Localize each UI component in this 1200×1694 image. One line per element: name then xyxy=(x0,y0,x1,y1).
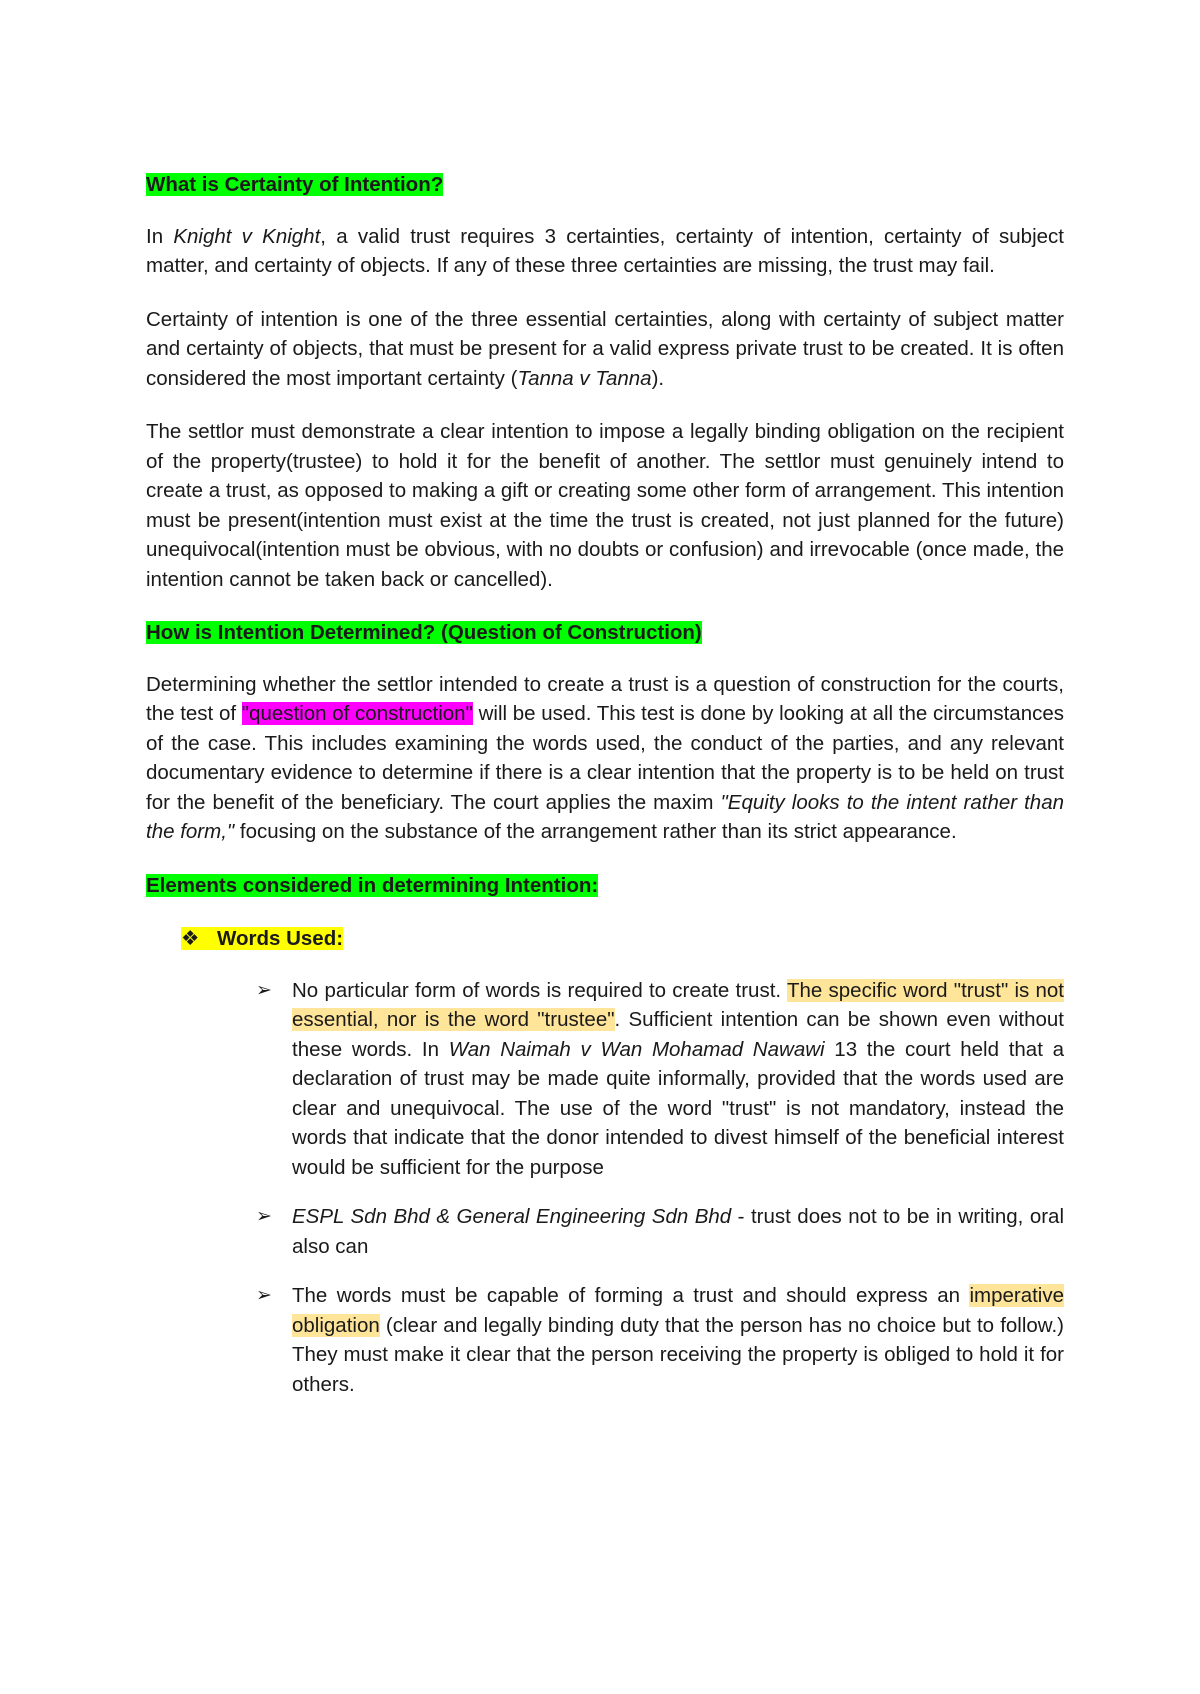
text-run: In xyxy=(146,224,174,248)
highlighted-phrase: imperative obligation xyxy=(292,1284,1064,1337)
list-item xyxy=(256,1202,1064,1261)
subheading-words-used xyxy=(146,924,1064,954)
heading-text: Elements considered in determining Intention: xyxy=(146,873,599,897)
arrow-bullet-icon: ➢ xyxy=(256,1284,272,1306)
text-run: will be used. This test is done by looking at all the circumstances of the case. This includes examining the words used, the conduct of the parties, and any relevant documentary evidence to determine if there is a clear intention that the property is to be held on trust for the benefit of the beneficiary. The court applies the maxim xyxy=(146,702,1065,814)
paragraph-question-of-construction xyxy=(146,670,1064,847)
text-run: 13 the court held that a declaration of trust may be made quite informally, provided that the words used are clear and unequivocal. The use of the word "trust" is not mandatory, instead the words that indicate that the donor intended to divest himself of the beneficial interest would be sufficient for the purpose xyxy=(292,1037,1065,1179)
text-run: No particular form of words is required to create trust. xyxy=(292,978,787,1002)
text-run: , a valid trust requires 3 certainties, certainty of intention, certainty of subject matter, and certainty of objects. If any of these three certainties are missing, the trust may fail. xyxy=(146,224,1064,277)
subheading-highlight xyxy=(181,927,343,950)
text-run: . Sufficient intention can be shown even without these words. In xyxy=(292,1008,1064,1061)
bullet-list xyxy=(146,976,1064,1400)
list-item xyxy=(256,976,1064,1183)
text-run: - trust does not to be in writing, oral also can xyxy=(292,1205,1064,1258)
arrow-bullet-icon: ➢ xyxy=(256,1205,272,1227)
heading-certainty-of-intention xyxy=(146,170,1064,200)
subheading-label: Words Used: xyxy=(217,927,344,950)
text-run: The words must be capable of forming a trust and should express an xyxy=(292,1284,970,1307)
paragraph-three-certainties xyxy=(146,305,1064,394)
paragraph-knight-v-knight xyxy=(146,222,1064,281)
text-run: (clear and legally binding duty that the person has no choice but to follow.) They must make it clear that the person receiving the property is obliged to hold it for others. xyxy=(292,1313,1064,1396)
case-citation: Tanna v Tanna xyxy=(517,366,652,390)
text-run: Certainty of intention is one of the three essential certainties, along with certainty of subject matter and certainty of objects, that must be present for a valid express private trust to be created. It is often considered the most important certainty ( xyxy=(146,307,1064,390)
heading-text: What is Certainty of Intention? xyxy=(146,173,444,196)
case-citation: Knight v Knight xyxy=(173,224,321,248)
text-run: Determining whether the settlor intended to create a trust is a question of construction for the courts, the test of xyxy=(146,672,1064,725)
arrow-bullet-icon: ➢ xyxy=(256,978,272,1001)
text-run: ). xyxy=(651,366,665,390)
case-citation: Wan Naimah v Wan Mohamad Nawawi xyxy=(448,1037,825,1061)
heading-text: How is Intention Determined? (Question of Construction) xyxy=(146,621,702,644)
list-item xyxy=(256,1281,1064,1399)
equity-maxim: "Equity looks to the intent rather than the form," xyxy=(146,790,1064,843)
highlighted-term: "question of construction" xyxy=(241,702,473,725)
document-body xyxy=(146,170,1064,1419)
paragraph-settlor-intention: The settlor must demonstrate a clear intention to impose a legally binding obligation on the recipient of the property(trustee) to hold it for the benefit of another. The settlor must genuinely intend to create a trust, as opposed to making a gift or creating some other form of arrangement. This intention must be present(intention must exist at the time the trust is created, not just planned for the future) unequivocal(intention must be obvious, with no doubts or confusion) and irrevocable (once made, the intention cannot be taken back or cancelled). xyxy=(146,420,1064,591)
heading-intention-determined xyxy=(146,618,1064,648)
text-run: focusing on the substance of the arrangement rather than its strict appearance. xyxy=(234,820,957,843)
highlighted-phrase: The specific word "trust" is not essential, nor is the word "trustee" xyxy=(292,978,1064,1031)
heading-elements-considered xyxy=(146,871,1064,901)
case-citation: ESPL Sdn Bhd & General Engineering Sdn Bhd xyxy=(292,1205,732,1228)
diamond-bullet-icon: ❖ xyxy=(181,927,200,950)
